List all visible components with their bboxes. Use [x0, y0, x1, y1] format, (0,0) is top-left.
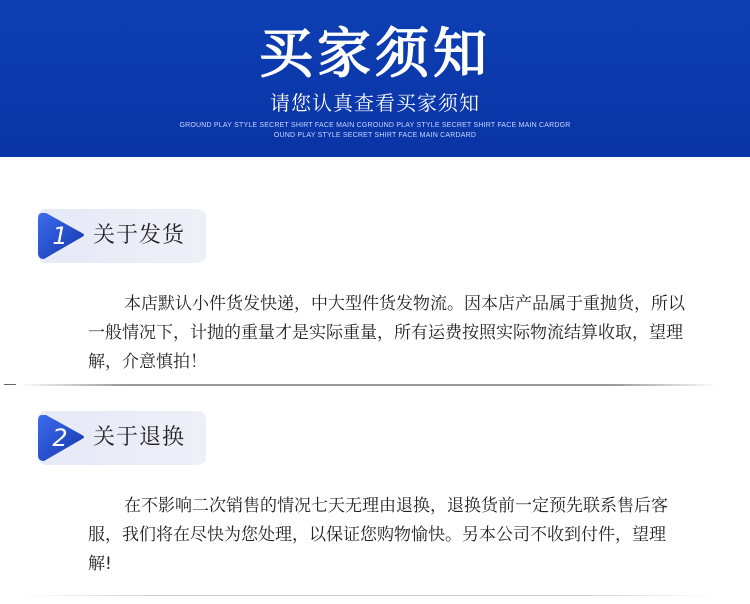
shipping-paragraph	[88, 290, 688, 377]
section-number: 2	[52, 424, 68, 452]
section-heading-text: 关于发货	[93, 223, 186, 248]
section-heading-returns	[38, 411, 206, 465]
returns-paragraph	[88, 492, 688, 579]
section-divider	[18, 384, 718, 386]
page-subtitle: 请您认真查看买家须知	[270, 91, 480, 115]
section-number-badge	[38, 411, 92, 465]
section-number: 1	[52, 222, 68, 250]
section-number-badge	[38, 209, 92, 263]
section-heading-text: 关于退换	[93, 425, 186, 450]
returns-text: 在不影响二次销售的情况七天无理由退换，退换货前一定预先联系售后客服，我们将在尽快为您处理，以保证您购物愉快。另本公司不收到付件，望理解!	[88, 496, 668, 574]
shipping-text: 本店默认小件货发快递，中大型件货发物流。因本店产品属于重抛货，所以一般情况下，计抛的重量才是实际重量，所有运费按照实际物流结算收取，望理解，介意慎拍！	[88, 294, 685, 372]
decorative-english-line-1: GROUND PLAY STYLE SECRET SHIRT FACE MAIN CGROUND PLAY STYLE SECRET SHIRT FACE MAIN CARDGR	[179, 122, 571, 129]
notice-banner	[0, 0, 750, 157]
bottom-divider	[18, 595, 718, 596]
page-title: 买家须知	[259, 22, 491, 85]
section-heading-shipping	[38, 209, 206, 263]
decorative-english-line-2: OUND PLAY STYLE SECRET SHIRT FACE MAIN CARDARD	[273, 132, 477, 139]
divider-tick	[4, 384, 16, 385]
